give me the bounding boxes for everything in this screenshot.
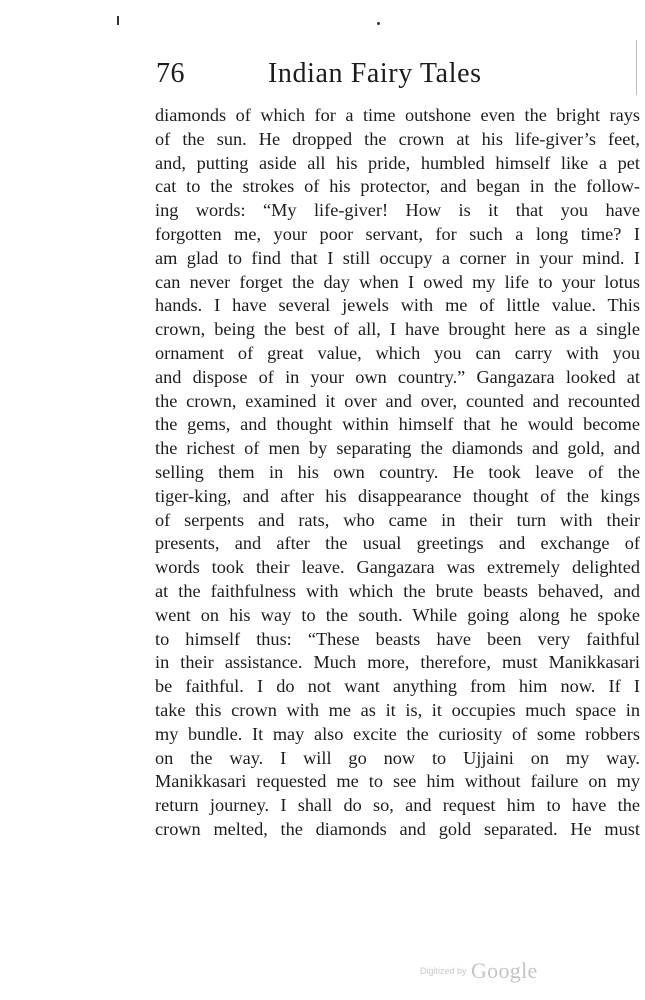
text-line: cat to the strokes of his protector, and began in the follow- <box>155 176 640 197</box>
text-line: hands. I have several jewels with me of little value. This <box>155 295 640 316</box>
text-line: words took their leave. Gangazara was extremely delighted <box>155 557 640 578</box>
text-line: and, putting aside all his pride, humbled himself like a pet <box>155 152 640 173</box>
scan-artifact-dot <box>377 22 380 25</box>
text-line: take this crown with me as it is, it occupies much space in <box>155 699 640 720</box>
text-line: at the faithfulness with which the brute beasts behaved, and <box>155 580 640 601</box>
body-text <box>155 104 640 842</box>
text-line: crown melted, the diamonds and gold separated. He must <box>155 818 640 839</box>
text-line: to himself thus: “These beasts have been very faithful <box>155 628 640 649</box>
text-line: selling them in his own country. He took leave of the <box>155 461 640 482</box>
scan-artifact-mark <box>117 16 119 25</box>
text-line: the richest of men by separating the diamonds and gold, and <box>155 438 640 459</box>
text-line: be faithful. I do not want anything from him now. If I <box>155 676 640 697</box>
google-logo: Google <box>470 958 538 983</box>
text-line: Manikkasari requested me to see him without failure on my <box>155 771 640 792</box>
text-line: on the way. I will go now to Ujjaini on my way. <box>155 747 640 768</box>
text-line: forgotten me, your poor servant, for such a long time? I <box>155 223 640 244</box>
text-line: ing words: “My life-giver! How is it that you have <box>155 200 640 221</box>
text-line: tiger-king, and after his disappearance thought of the kings <box>155 485 640 506</box>
text-line: return journey. I shall do so, and request him to have the <box>155 795 640 816</box>
text-line: can never forget the day when I owed my life to your lotus <box>155 271 640 292</box>
page-number: 76 <box>156 58 185 89</box>
text-line: ornament of great value, which you can carry with you <box>155 342 640 363</box>
text-line: the gems, and thought within himself that he would become <box>155 414 640 435</box>
text-line: in their assistance. Much more, therefore, must Manikkasari <box>155 652 640 673</box>
scan-artifact-edge <box>636 40 637 95</box>
text-line: diamonds of which for a time outshone even the bright rays <box>155 105 640 125</box>
text-line: my bundle. It may also excite the curiosity of some robbers <box>155 723 640 744</box>
text-line: and dispose of in your own country.” Gangazara looked at <box>155 366 640 387</box>
digitized-by-google-watermark <box>420 958 538 984</box>
running-title: Indian Fairy Tales <box>268 58 482 89</box>
text-line: went on his way to the south. While going along he spoke <box>155 604 640 625</box>
text-line: presents, and after the usual greetings and exchange of <box>155 533 640 554</box>
text-line: am glad to find that I still occupy a corner in your mind. I <box>155 247 640 268</box>
text-line: crown, being the best of all, I have brought here as a single <box>155 319 640 340</box>
text-line: the crown, examined it over and over, counted and recounted <box>155 390 640 411</box>
text-line: of the sun. He dropped the crown at his life-giver’s feet, <box>155 128 640 149</box>
digitized-by-label: Digitized by <box>420 966 467 976</box>
text-line: of serpents and rats, who came in their turn with their <box>155 509 640 530</box>
